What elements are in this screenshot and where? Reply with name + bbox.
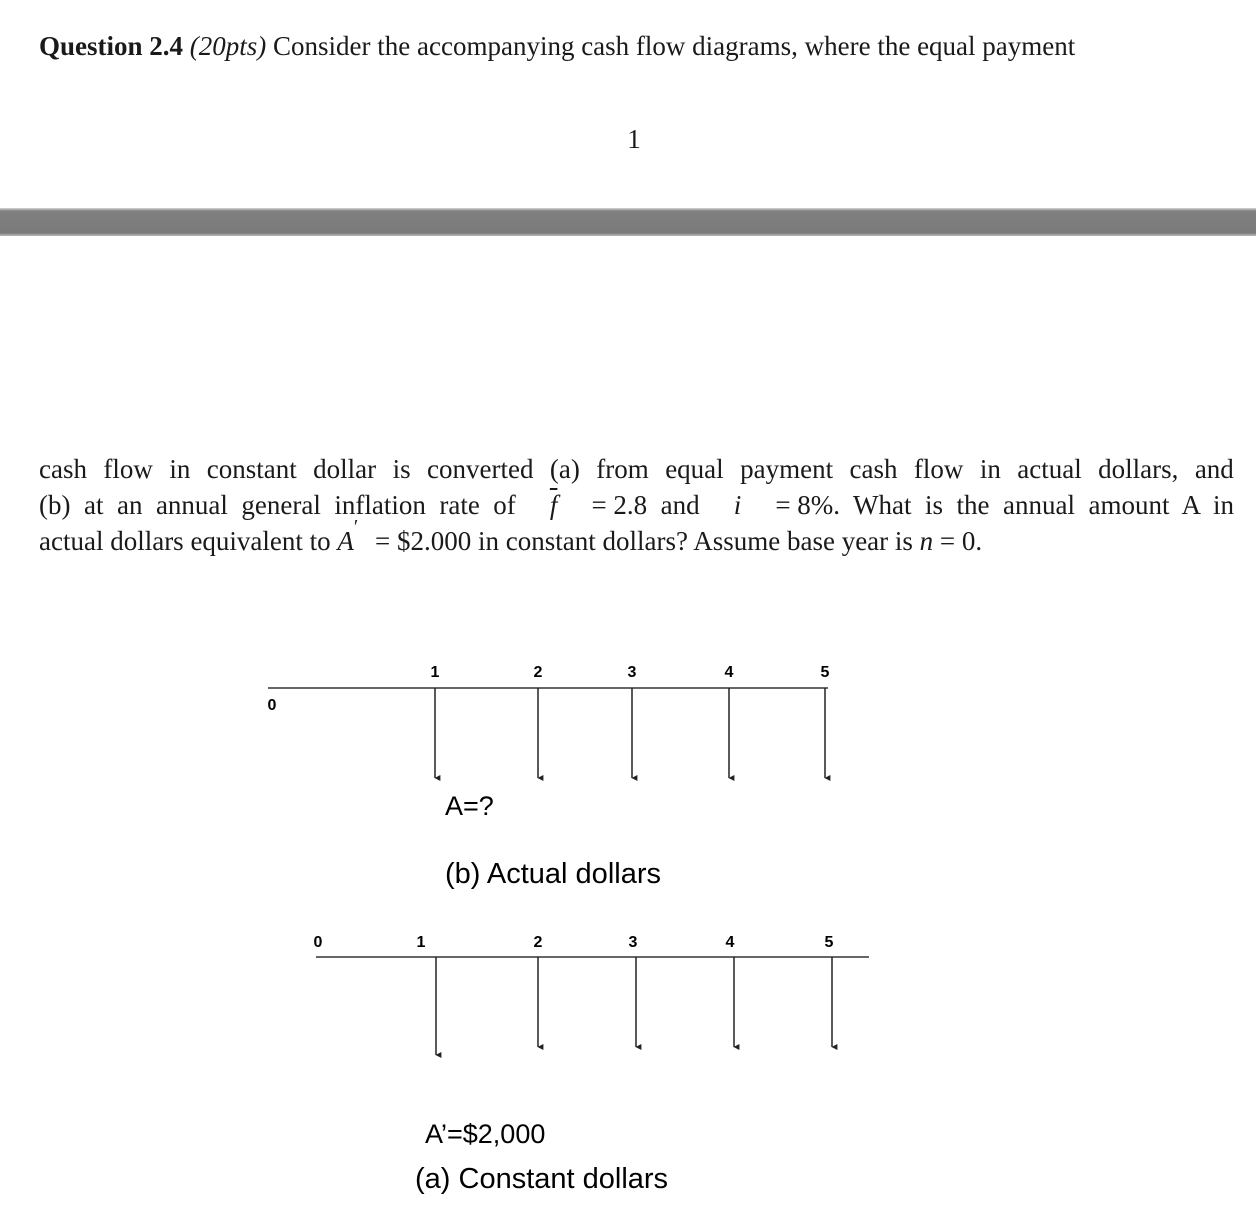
period-label: 4 — [725, 934, 735, 951]
actual-dollars-diagram — [268, 664, 830, 890]
inflation-symbol: $\overline{f}$ — [549, 490, 558, 520]
n-symbol: n — [919, 526, 934, 556]
period-label: 4 — [724, 664, 734, 681]
amount-label: A=? — [445, 791, 494, 821]
text: = 2.8 and — [591, 490, 700, 520]
prime-mark: ′ — [353, 516, 359, 538]
question-intro: Consider the accompanying cash flow diagrams, where the equal payment — [273, 31, 1076, 61]
period-label: 3 — [628, 934, 638, 951]
word: flow — [103, 454, 153, 484]
period-label: 2 — [533, 934, 543, 951]
diagram-caption: (b) Actual dollars — [445, 858, 661, 890]
period-label: 1 — [430, 664, 440, 681]
period-label: 1 — [416, 934, 426, 951]
amount-label: A’=$2,000 — [425, 1119, 546, 1149]
word: dollar — [313, 454, 377, 484]
interest-symbol: i — [733, 490, 742, 520]
period-label: 0 — [267, 697, 277, 714]
word: in — [979, 454, 1001, 484]
page-number: 1 — [627, 124, 641, 154]
period-label: 5 — [824, 934, 834, 951]
constant-dollars-diagram — [314, 934, 869, 1195]
word: dollars, — [1098, 454, 1179, 484]
word: constant — [206, 454, 297, 484]
word: (a) — [549, 454, 580, 484]
question-number: Question 2.4 — [39, 31, 184, 61]
word: from — [596, 454, 649, 484]
diagram-caption: (a) Constant dollars — [415, 1163, 669, 1195]
text: = 0. — [939, 526, 983, 556]
word: equal — [665, 454, 724, 484]
question-points: (20pts) — [189, 31, 267, 61]
period-label: 2 — [533, 664, 543, 681]
word: actual — [1017, 454, 1082, 484]
word: flow — [913, 454, 964, 484]
period-label: 5 — [820, 664, 830, 681]
word: cash — [849, 454, 898, 484]
text: = 8%. What is the annual amount A in — [775, 490, 1234, 520]
word: payment — [740, 454, 834, 484]
a-prime-symbol: A — [337, 526, 354, 556]
word: in — [169, 454, 191, 484]
period-label: 0 — [313, 934, 323, 951]
text: actual dollars equivalent to — [39, 526, 331, 556]
word: is — [392, 454, 411, 484]
word: and — [1194, 454, 1234, 484]
word: cash — [39, 454, 87, 484]
text: = $2.000 in constant dollars? Assume base year is — [375, 526, 913, 556]
text: (b) at an annual general inflation rate of — [39, 490, 516, 520]
period-label: 3 — [627, 664, 637, 681]
word: converted — [427, 454, 534, 484]
